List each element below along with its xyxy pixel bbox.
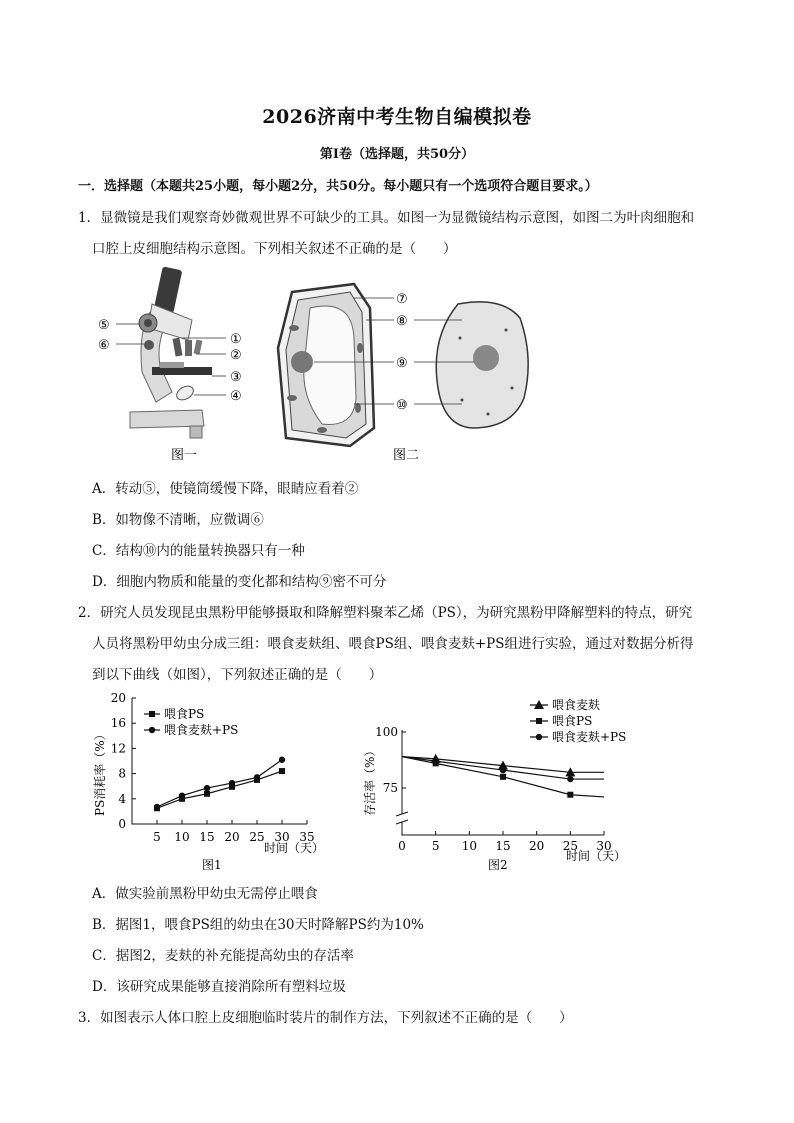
chart2-legend-bran-ps: 喂食麦麸+PS: [552, 730, 627, 744]
chart1-ytick-label: 4: [118, 791, 126, 806]
q2-stem-line2: 人员将黑粉甲幼虫分成三组：喂食麦麸组、喂食PS组、喂食麦麸+PS组进行实验，通过对数据分析得: [92, 636, 694, 652]
chart1-data-point: [204, 791, 210, 797]
q1-option-b[interactable]: B．如物像不清晰，应微调⑥: [92, 512, 264, 528]
chart1-xtick-label: 35: [299, 830, 315, 844]
chart1-data-point: [229, 780, 235, 786]
legend-square-marker: [536, 718, 542, 724]
q2-option-c[interactable]: C．据图2，麦麸的补充能提高幼虫的存活率: [92, 948, 354, 964]
chart1-data-point: [204, 785, 210, 791]
leaf-cell-icon: [278, 284, 374, 446]
chart2-data-point: [432, 758, 438, 764]
chart2-xtick-label: 25: [562, 839, 578, 853]
chart2-axis-break: [396, 812, 408, 824]
chart2-xtick-label: 30: [596, 839, 612, 853]
chart2-ytick-label: 100: [375, 725, 398, 739]
chart2-xlabel: 时间（天）: [566, 849, 627, 863]
chart1-data-point: [254, 774, 260, 780]
chart1-data-point: [179, 792, 185, 798]
chart1-ytick-label: 0: [118, 817, 126, 831]
cells-figure: [262, 278, 542, 462]
chart1-xtick-label: 15: [199, 830, 215, 844]
marker-2: ②: [230, 348, 242, 363]
chart1-legend-bran-ps: 喂食麦麸+PS: [164, 723, 239, 737]
q2-stem-line1: 2．研究人员发现昆虫黑粉甲能够摄取和降解塑料聚苯乙烯（PS），为研究黑粉甲降解塑料的特点，研究: [78, 605, 693, 621]
chart-survival-rate: [354, 688, 644, 874]
chart-ps-consumption: [88, 688, 338, 874]
q1-option-c[interactable]: C．结构⑩内的能量转换器只有一种: [92, 543, 305, 559]
paper-subtitle: 第I卷（选择题，共50分）: [319, 147, 475, 162]
chart2-title: 图2: [488, 858, 508, 872]
marker-9: ⑨: [396, 356, 408, 371]
chart2-data-point: [500, 774, 506, 780]
microscope-icon: [130, 266, 212, 438]
chart1-data-point: [279, 757, 285, 763]
chart1-xtick-label: 10: [174, 830, 190, 844]
q2-stem-line3: 到以下曲线（如图），下列叙述正确的是（ ）: [92, 667, 383, 683]
fig1-caption: 图一: [171, 448, 198, 462]
chart2-legend-bran: 喂食麦麸: [552, 698, 601, 712]
chart2-xtick-label: 5: [431, 839, 440, 853]
chart2-data-point: [567, 776, 573, 782]
chart1-ytick-label: 16: [110, 716, 126, 731]
chart2-xtick-label: 20: [529, 839, 545, 853]
chart1-series-0: [154, 768, 285, 811]
marker-6: ⑥: [98, 338, 110, 353]
chart1-ytick-label: 20: [110, 691, 126, 705]
marker-8: ⑧: [396, 314, 408, 329]
chart2-xtick-label: 0: [398, 839, 406, 853]
chart2-data-point: [500, 767, 506, 773]
chart1-title: 图1: [202, 858, 222, 872]
chart1-legend-ps: 喂食PS: [164, 707, 205, 721]
microscope-figure: [90, 262, 270, 462]
chart1-xtick-label: 30: [274, 830, 290, 844]
legend-circle-marker: [149, 727, 155, 733]
chart1-series-line: [157, 760, 282, 807]
chart1-xtick-label: 20: [224, 830, 240, 844]
fig2-caption: 图二: [393, 448, 420, 462]
chart2-xtick-label: 15: [495, 839, 511, 853]
q1-option-a[interactable]: A．转动⑤，使镜筒缓慢下降，眼睛应看着②: [92, 481, 359, 497]
marker-5: ⑤: [98, 318, 110, 333]
chart1-ylabel: PS消耗率（%）: [93, 728, 107, 816]
q3-stem-line1: 3．如图表示人体口腔上皮细胞临时装片的制作方法，下列叙述不正确的是（ ）: [78, 1010, 573, 1026]
q2-option-a[interactable]: A．做实验前黑粉甲幼虫无需停止喂食: [92, 886, 318, 902]
q2-option-d[interactable]: D．该研究成果能够直接消除所有塑料垃圾: [92, 979, 346, 995]
chart2-ylabel: 存活率（%）: [363, 744, 377, 816]
cheek-cell-icon: [436, 302, 528, 428]
q1-option-d[interactable]: D．细胞内物质和能量的变化都和结构⑨密不可分: [92, 574, 387, 590]
chart1-series-line: [157, 771, 282, 808]
chart1-ytick-label: 8: [118, 766, 126, 781]
q1-stem-line1: 1．显微镜是我们观察奇妙微观世界不可缺少的工具。如图一为显微镜结构示意图，如图二为叶肉细胞和: [78, 210, 695, 226]
chart1-legend: [144, 707, 238, 737]
marker-10: ⑩: [396, 398, 408, 413]
chart2-xtick-label: 10: [461, 839, 477, 853]
chart2-legend-ps: 喂食PS: [552, 714, 593, 728]
chart1-xlabel: 时间（天）: [264, 841, 325, 855]
marker-7: ⑦: [396, 292, 408, 307]
chart1-xtick-label: 5: [153, 830, 161, 844]
chart2-legend: [530, 697, 626, 744]
chart1-data-point: [279, 768, 285, 774]
legend-circle-marker: [536, 734, 542, 740]
section-heading: 一．选择题（本题共25小题，每小题2分，共50分。每小题只有一个选项符合题目要求。）: [78, 179, 598, 194]
q2-option-b[interactable]: B．据图1，喂食PS组的幼虫在30天时降解PS约为10%: [92, 917, 424, 933]
chart1-xtick-label: 25: [249, 830, 265, 844]
chart2-ytick-label: 75: [382, 781, 398, 795]
legend-square-marker: [149, 711, 155, 717]
chart2-data-point: [567, 792, 573, 798]
marker-3: ③: [230, 370, 242, 385]
chart1-ytick-label: 12: [110, 741, 126, 756]
marker-1: ①: [230, 332, 242, 347]
paper-title: 2026济南中考生物自编模拟卷: [262, 106, 532, 128]
q1-stem-line2: 口腔上皮细胞结构示意图。下列相关叙述不正确的是（ ）: [92, 241, 457, 257]
marker-4: ④: [230, 389, 242, 404]
chart1-data-point: [154, 804, 160, 810]
